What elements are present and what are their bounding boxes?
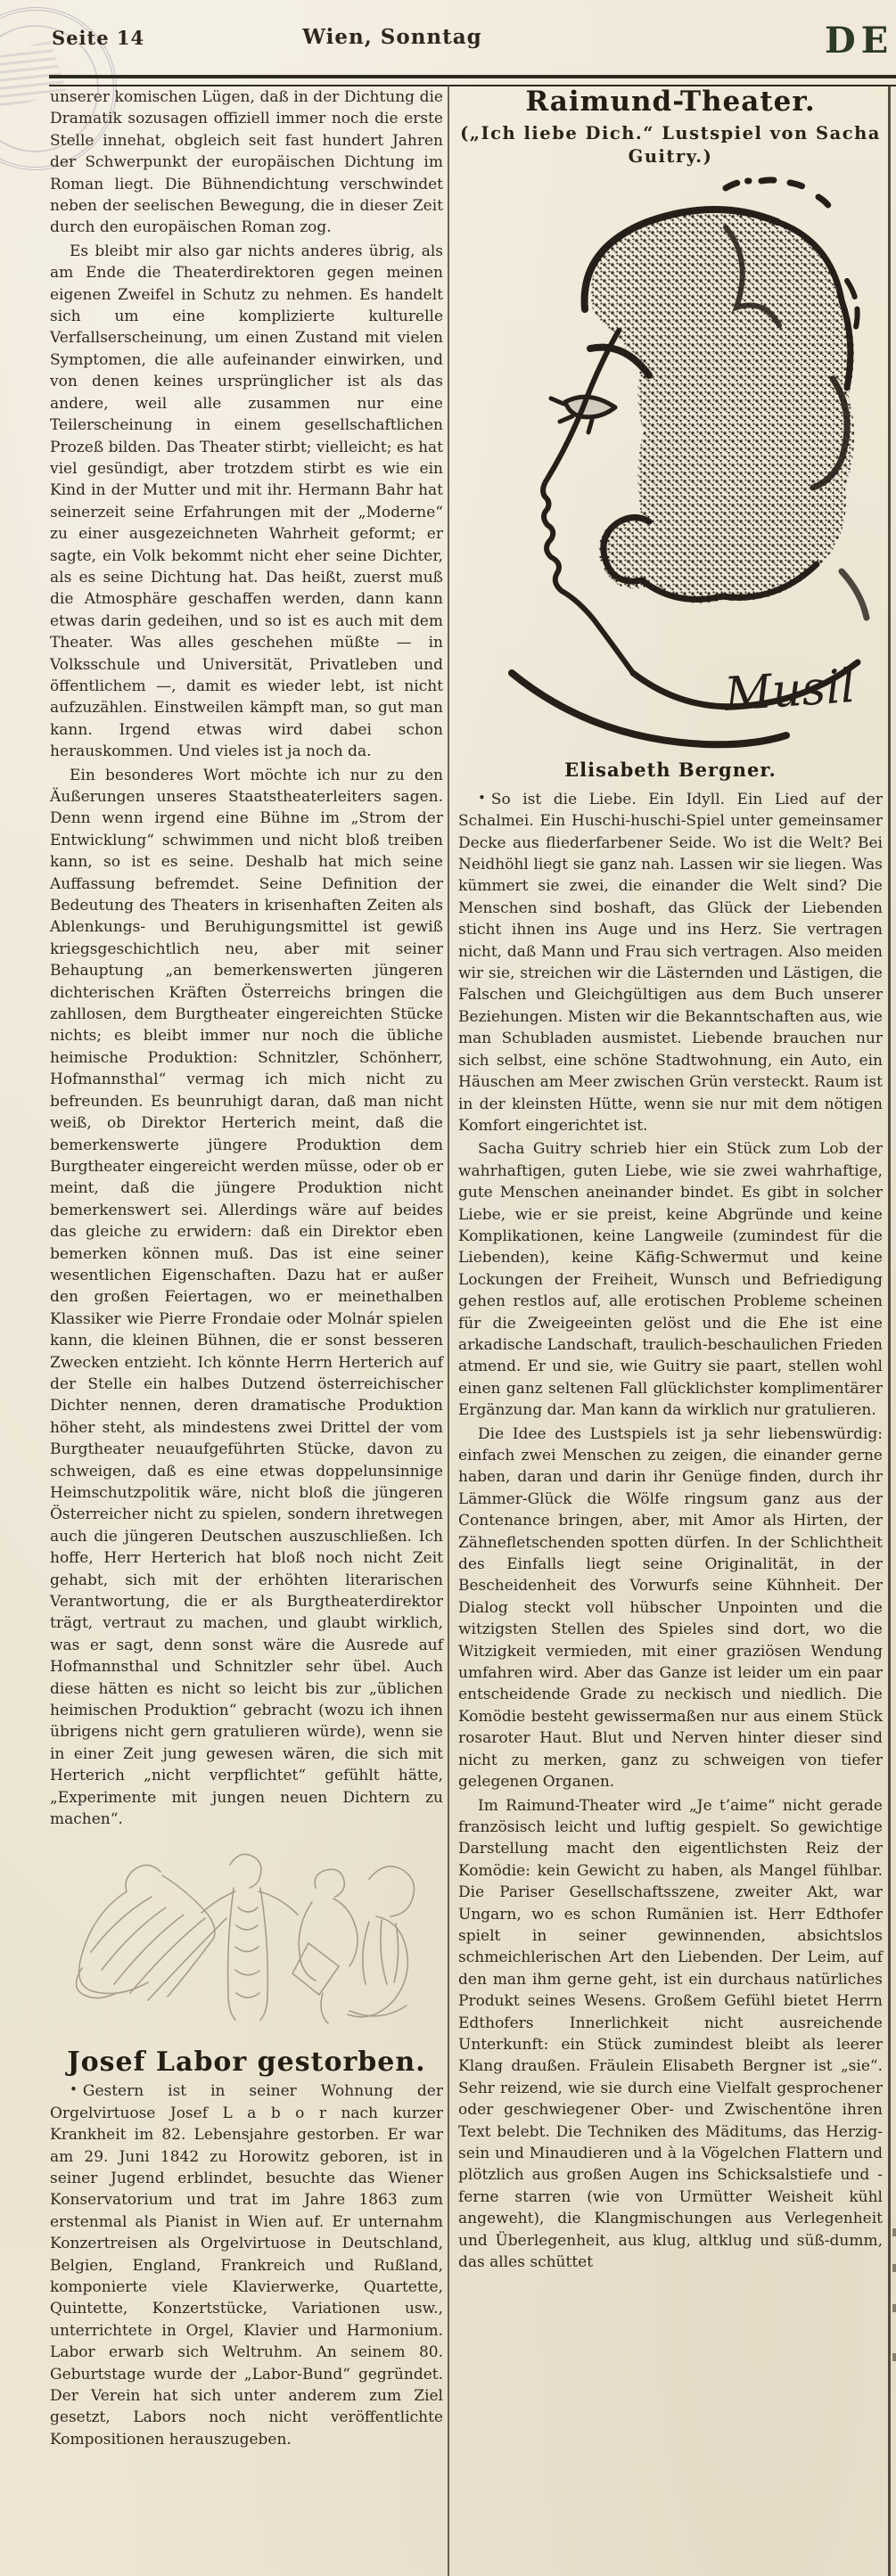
review-subtitle: („Ich liebe Dich.“ Lustspiel von Sacha Guitry.) [460,123,881,167]
paragraph-bullet: • [70,2081,78,2098]
dateline: Wien, Sonntag [302,25,482,49]
review-paragraph [458,789,883,1137]
obituary-paragraph [50,2080,443,2450]
obituary-text: Gestern ist in seiner Wohnung der Orgelvirtuose Josef L a b o r nach kurzer Krankheit im 82. Lebensjahre gestorben. Er war am 29. Juni 1842 zu Horowitz geboren, ist in seiner Jugend erblindet, besuchte das Wiener Konservatorium und trat im Jahre 1863 zum erstenmal als Pianist in Wien auf. Er unternahm Konzertreisen als Orgelvirtuose in Deutschland, Belgien, England, Frankreich und Rußland, komponierte viele Klavierwerke, Quartette, Quintette, Konzertstücke, Variationen usw., unterrichtete in Orgel, Klavier und Harmonium. Labor erwarb sich Weltruhm. An seinem 80. Geburtstage wurde der „Labor-Bund“ gegründet. Der Verein hat sich unter anderem zum Ziel gesetzt, Labors noch nicht veröffentlichte Kompositionen herauszugeben. [50,2082,443,2449]
review-title: Raimund-Theater. [525,86,816,118]
edge-text-fragment [892,2304,896,2312]
edge-text-fragment [892,2353,896,2361]
dance-scene-sketch [55,1836,439,2043]
essay-paragraph: unserer komischen Lügen, daß in der Dichtung die Dramatik sozusagen offiziell immer noch die erste Stelle innehat, obgleich seit fast hundert Jahren der Schwerpunkt der europäischen Dichtung im Roman liegt. Die Bühnendichtung verschwindet neben der seelischen Bewegung, die in dieser Zeit durch den europäischen Roman zog. [50,88,443,237]
paragraph-bullet: • [478,789,486,806]
edge-text-fragment [892,2264,896,2272]
review-paragraph-text: So ist die Liebe. Ein Idyll. Ein Lied auf der Schalmei. Ein Huschi-huschi-Spiel unter gemeinsamer Decke aus fliederfarbener Seide. Wo ist die Welt? Bei Neidhöhl liegt sie ganz nah. Lassen wir sie liegen. Was kümmert sie zwei, die einander die Welt sind? Die Menschen sind boshaft, das Glück der Liebenden sticht ihnen ins Auge und ins Herz. Sie vertragen nicht, daß Mann und Frau sich vertragen. Also meiden wir sie, streichen wir die Lästernden und Lästigen, die Falschen und Gleichgültigen aus dem Buch unserer Beziehungen. Misten wir die Bekanntschaften aus, wie man Schubladen ausmistet. Liebende brauchen nur sich selbst, eine schöne Stadtwohnung, ein Auto, ein Häuschen am Meer zwischen Grün versteckt. Raum ist in der kleinsten Hütte, wenn sie nur mit dem nötigen Komfort eingerichtet ist. [458,790,883,1135]
artist-signature: Musil [722,659,858,722]
page-number-label: Seite 14 [52,27,145,49]
review-paragraph: Im Raimund-Theater wird „Je t’aime“ nicht gerade französisch leicht und luftig gespielt. So gewichtige Darstellung macht den eigentlichsten Reiz der Komödie: kein Gewicht zu haben, als Mangel fühlbar. Die Pariser Gesellschaftsszene, zweiter Akt, war Ungarn, wo es schon Rumänien ist. Herr Edthofer spielt in seiner gewinnenden, absichtslos schmeichlerischen Art den Liebenden. Der Leim, auf den man ihm gerne geht, ist ein durchaus natürliches Produkt seines Wesens. Großem Gefühl bietet Herrn Edthofers Innerlichkeit nicht ausreichende Unterkunft: ein Stück zumindest bleibt als leerer Klang draußen. Fräulein Elisabeth Bergner ist „sie“. Sehr reizend, wie sie durch eine Vielfalt gesprochener oder geschwiegener Ober- und Zwischentöne ihren Text belebt. Die Techniken des Mäditums, das Herzig-sein und Minaudieren und à la Vögelchen Flattern und plötzlich aus großen Augen ins Schicksalstiefe und -ferne starren (wie von Urmütter Weisheit kühl angeweht), die Klangmischungen aus Verlegenheit und Überlegenheit, aus klug, altklug und süß-dumm, das alles schüttet [458,1796,883,2272]
obituary-title: Josef Labor gestorben. [67,2046,426,2078]
review-paragraph: Die Idee des Lustspiels ist ja sehr liebenswürdig: einfach zwei Menschen zu zeigen, die einander gerne haben, daran und darin ihr Genüge finden, durch ihr Lämmer-Glück die Wölfe ringsum ganz aus der Contenance bringen, aber, mit Amor als Hirten, der Zähnefletschenden spotten dürfen. In der Schlichtheit des Einfalls liegt seine Originalität, in der Bescheidenheit des Vorwurfs seine Kühnheit. Der Dialog steckt voll hübscher Unpointen und die witzigsten Stellen des Spieles sind dort, wo die Witzigkeit vermieden, mit einer graziösen Wendung umfahren wird. Aber das Ganze ist leider um ein paar entscheidende Grade zu neckisch und niedlich. Die Komödie besteht gewissermaßen nur aus einem Stück rosaroter Haut. Blut und Nerven hinter dieser sind nicht zu merken, ganz zu schweigen von tiefer gelegenen Organen. [458,1424,883,1792]
page-edge-rule [888,85,891,2576]
review-paragraph: Sacha Guitry schrieb hier ein Stück zum Lob der wahrhaftigen, guten Liebe, wie sie zwei wahrhaftige, gute Menschen aneinander bindet. Es gibt in solcher Liebe, wie er sie preist, keine Abgründe und keine Komplikationen, keine Langweile (zumindest für die Liebenden), keine Käfig-Schwermut und keine Lockungen der Freiheit, Wunsch und Befriedigung gehen restlos auf, alle erotischen Probleme scheinen für die Zweigeeinten gelöst und die Ehe ist eine arkadische Landschaft, traulich-beschaulichen Frieden atmend. Er und sie, wie Guitry sie paart, stellen wohl einen ganz seltenen Fall glücklichster komplimentärer Ergänzung dar. Man kann da wirklich nur gratulieren. [458,1140,883,1420]
edge-text-fragment [892,2228,896,2236]
essay-paragraph: Ein besonderes Wort möchte ich nur zu den Äußerungen unseres Staatstheaterleiters sagen. Denn wenn irgend eine Bühne im „Strom der Entwicklung“ schwimmen und nicht bloß treiben kann, so ist es seine. Deshalb hat mich seine Auffassung befremdet. Seine Definition der Bedeutung des Theaters in krisenhaften Zeiten als Ablenkungs- und Beruhigungsmittel ist gewiß kriegsgeschichtlich neu, aber mit seiner Behauptung „an bemerkenswerten jüngeren dichterischen Kräften Österreichs bringen die zahllosen, dem Burgtheater eingereichten Stücke nichts; es bleibt immer nur noch die übliche heimische Produktion: Schnitzler, Schönherr, Hofmannsthal“ vermag ich mich nicht zu befreunden. Es beunruhigt daran, daß man nicht weiß, ob Direktor Herterich meint, daß die bemerkenswerte jüngere Produktion dem Burgtheater eingereicht werden müsse, oder ob er meint, daß die jüngere Produktion nicht bemerkenswert sei. Allerdings wäre auf beides das gleiche zu erwidern: daß ein Direktor eben bemerken können muß. Das ist eine seiner wesentlichen Eigenschaften. Dazu hat er außer den großen Feiertagen, wo er meinethalben Klassiker wie Pierre Frondaie oder Molnár spielen kann, die kleinen Bühnen, die er sonst besseren Zwecken entzieht. Ich könnte Herrn Herterich auf der Stelle ein halbes Dutzend österreichischer Dichter nennen, deren dramatische Produktion höher steht, als mindestens zwei Drittel der vom Burgtheater neuaufgeführten Stücke, davon zu schweigen, daß es eine etwas doppelunsinnige Heimschutzpolitik wäre, nicht bloß die jüngeren Österreicher nicht zu spielen, sondern ihretwegen auch die jüngeren Deutschen auszuschließen. Ich hoffe, Herr Herterich hat bloß noch nicht Zeit gehabt, sich mit der erhöhten literarischen Verantwortung, die er als Burgtheaterdirektor trägt, vertraut zu machen, und glaubt wirklich, was er sagt, denn sonst wäre die Ausrede auf Hofmannsthal und Schnitzler sehr übel. Auch diese hätten es nicht so leicht bis zur „üblichen heimischen Produktion“ gebracht (wozu ich ihnen übrigens nicht gern gratulieren würde), wenn sie in einer Zeit jung gewesen wären, die sich mit Herterich „nicht verpflichtet“ gefühlt hätte, „Experimente mit jungen neuen Dichtern zu machen“. [50,766,443,1829]
bergner-portrait-sketch [458,174,883,758]
bergner-portrait-drawing [458,174,883,751]
masthead-fragment: DE [825,20,894,62]
column-rule [448,85,449,2576]
dance-scene-sketch-drawing [55,1836,439,2037]
essay-paragraph: Es bleibt mir also gar nichts anderes übrig, als am Ende die Theaterdirektoren gegen meinen eigenen Zweifel in Schutz zu nehmen. Es handelt sich um eine komplizierte kulturelle Verfallserscheinung, um einen Zustand mit vielen Symptomen, die alle aufeinander einwirken, und von denen keines ursprünglicher ist als das andere, weil alle zusammen nur eine Teilerscheinung in einem gesellschaftlichen Prozeß bilden. Das Theater stirbt; vielleicht; es hat viel gesündigt, aber trotzdem stirbt es wie ein Kind in der Mutter und mit ihr. Hermann Bahr hat seinerzeit seine Erfahrungen mit der „Moderne“ zu einer ausgezeichneten Wahrheit geformt; er sagte, ein Volk bekommt nicht eher seine Dichter, als es seine Dichtung hat. Das heißt, zuerst muß die Atmosphäre geschaffen werden, dann kann etwas darin gedeihen, und so ist es auch mit dem Theater. Was alles geschehen müßte — in Volksschule und Universität, Privatleben und öffentlichem —, damit es wieder lebt, ist nicht aufzuzählen. Einstweilen kämpft man, so gut man kann. Irgend etwas wird dabei schon herauskommen. Und vieles ist ja noch da. [50,242,443,761]
left-column [50,86,443,2452]
portrait-caption: Elisabeth Bergner. [564,759,777,782]
right-column [458,85,883,2275]
